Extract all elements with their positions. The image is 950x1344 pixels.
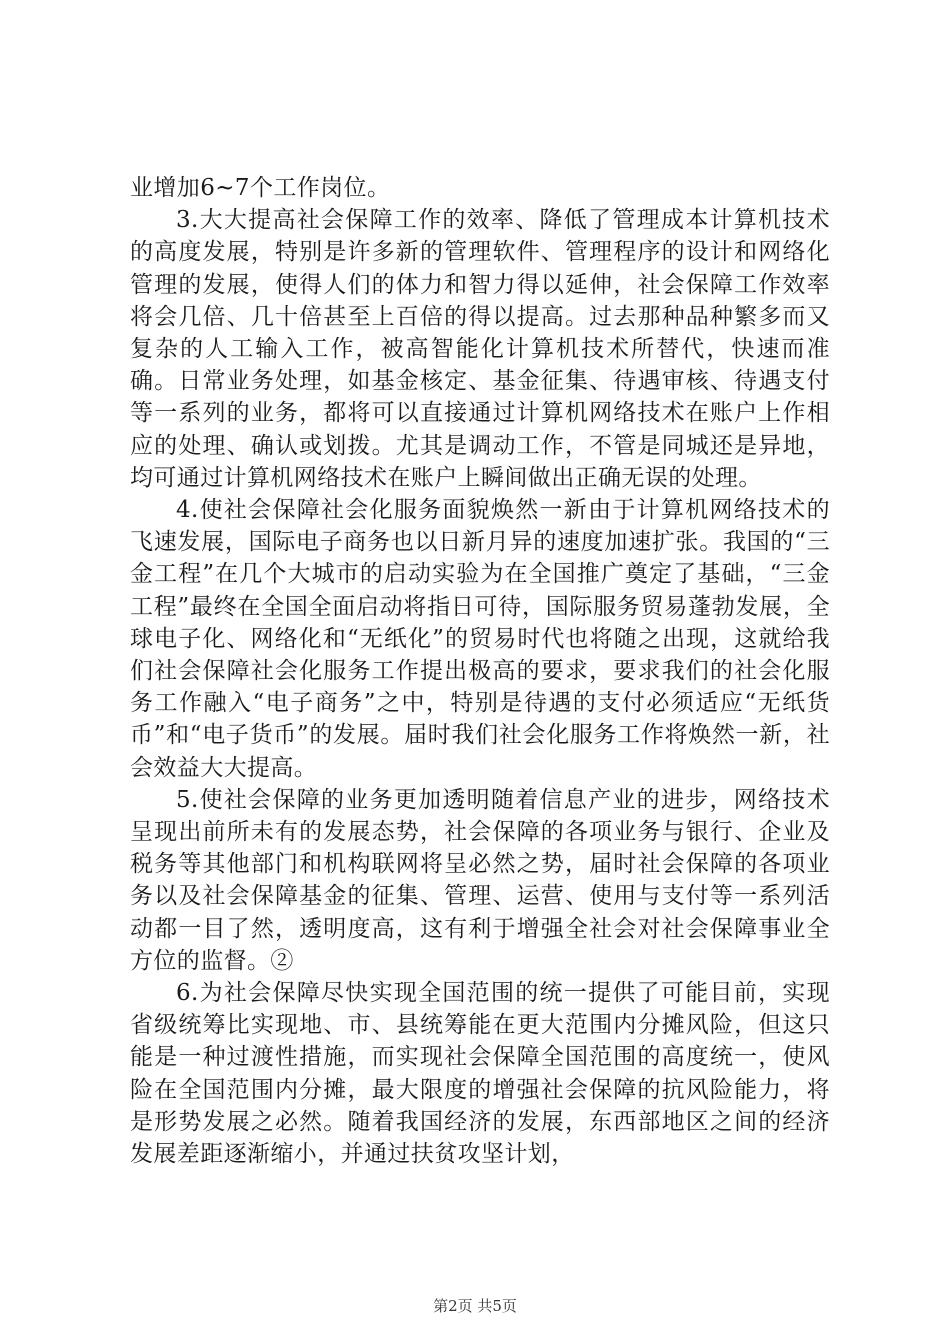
paragraph-continuation: 业增加6~7个工作岗位。 (130, 175, 391, 201)
paragraph-item-5: 5.使社会保障的业务更加透明随着信息产业的进步，网络技术呈现出前所未有的发展态势，社会保障的各项业务与银行、企业及税务等其他部门和机构联网将呈必然之势，届时社会保障的各项业务以及社会保障基金的征集、管理、运营、使用与支付等一系列活动都一目了然，透明度高，这有利于增强全社会对社会保障事业全方位的监督。② (130, 786, 830, 974)
paragraph-item-6: 6.为社会保障尽快实现全国范围的统一提供了可能目前，实现省级统筹比实现地、市、县统筹能在更大范围内分摊风险，但这只能是一种过渡性措施，而实现社会保障全国范围的高度统一，使风险在全国范围内分摊，最大限度的增强社会保障的抗风险能力，将是形势发展之必然。随着我国经济的发展，东西部地区之间的经济发展差距逐渐缩小，并通过扶贫攻坚计划， (130, 980, 830, 1168)
paragraph-item-4: 4.使社会保障社会化服务面貌焕然一新由于计算机网络技术的飞速发展，国际电子商务也以日新月异的速度加速扩张。我国的“三金工程”在几个大城市的启动实验为在全国推广奠定了基础，“三金工程”最终在全国全面启动将指日可待，国际服务贸易蓬勃发展，全球电子化、网络化和“无纸化”的贸易时代也将随之出现，这就给我们社会保障社会化服务工作提出极高的要求，要求我们的社会化服务工作融入“电子商务”之中，特别是待遇的支付必须适应“无纸货币”和“电子货币”的发展。届时我们社会化服务工作将焕然一新，社会效益大大提高。 (130, 497, 830, 781)
page-number-footer: 第2页 共5页 (433, 1297, 517, 1315)
paragraph-item-3: 3.大大提高社会保障工作的效率、降低了管理成本计算机技术的高度发展，特别是许多新的管理软件、管理程序的设计和网络化管理的发展，使得人们的体力和智力得以延伸，社会保障工作效率将会几倍、几十倍甚至上百倍的得以提高。过去那种品种繁多而又复杂的人工输入工作，被高智能化计算机技术所替代，快速而准确。日常业务处理，如基金核定、基金征集、待遇审核、待遇支付等一系列的业务，都将可以直接通过计算机网络技术在账户上作相应的处理、确认或划拨。尤其是调动工作，不管是同城还是异地，均可通过计算机网络技术在账户上瞬间做出正确无误的处理。 (130, 207, 830, 491)
document-body (130, 172, 830, 1170)
